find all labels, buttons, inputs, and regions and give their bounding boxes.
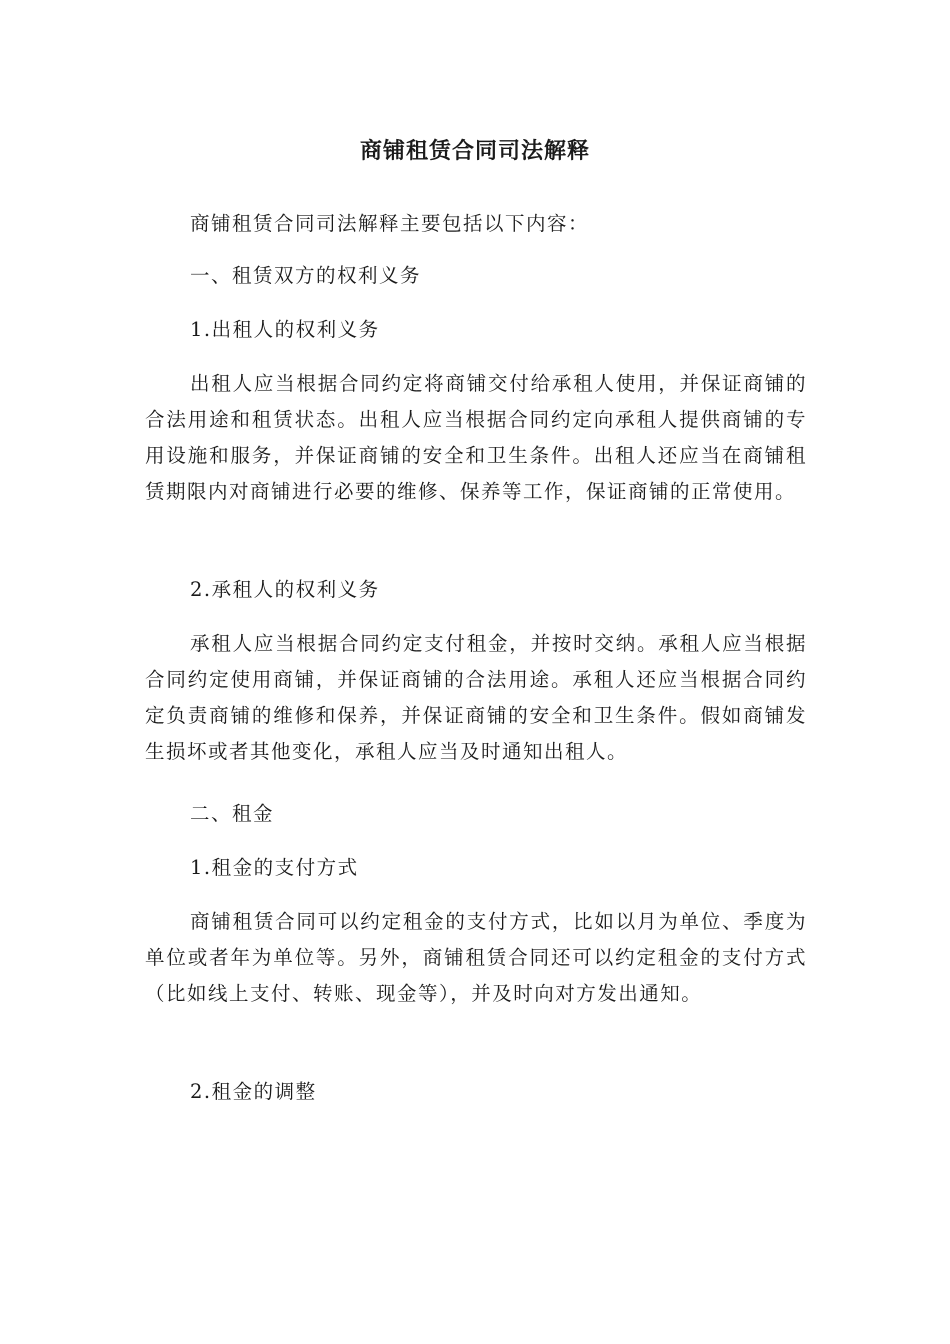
- paragraph-payment-method: 商铺租赁合同可以约定租金的支付方式，比如以月为单位、季度为单位或者年为单位等。另外，商铺租赁合同还可以约定租金的支付方式（比如线上支付、转账、现金等），并及时向对方发出通知。: [145, 910, 807, 1005]
- section-heading-rent: 二、租金: [190, 802, 275, 825]
- section-heading-rights-obligations: 一、租赁双方的权利义务: [190, 264, 422, 287]
- subheading-payment-method: 1.租金的支付方式: [190, 856, 359, 879]
- document-title: 商铺租赁合同司法解释: [359, 139, 590, 164]
- subheading-lessor: 1.出租人的权利义务: [190, 318, 380, 341]
- subheading-lessee: 2.承租人的权利义务: [190, 578, 380, 601]
- subheading-rent-adjustment: 2.租金的调整: [190, 1080, 317, 1103]
- intro-paragraph: 商铺租赁合同司法解释主要包括以下内容：: [190, 212, 590, 235]
- paragraph-lessor: 出租人应当根据合同约定将商铺交付给承租人使用，并保证商铺的合法用途和租赁状态。出租人应当根据合同约定向承租人提供商铺的专用设施和服务，并保证商铺的安全和卫生条件。出租人还应当在商铺租赁期限内对商铺进行必要的维修、保养等工作，保证商铺的正常使用。: [145, 372, 807, 503]
- paragraph-lessee: 承租人应当根据合同约定支付租金，并按时交纳。承租人应当根据合同约定使用商铺，并保证商铺的合法用途。承租人还应当根据合同约定负责商铺的维修和保养，并保证商铺的安全和卫生条件。假如商铺发生损坏或者其他变化，承租人应当及时通知出租人。: [145, 632, 807, 763]
